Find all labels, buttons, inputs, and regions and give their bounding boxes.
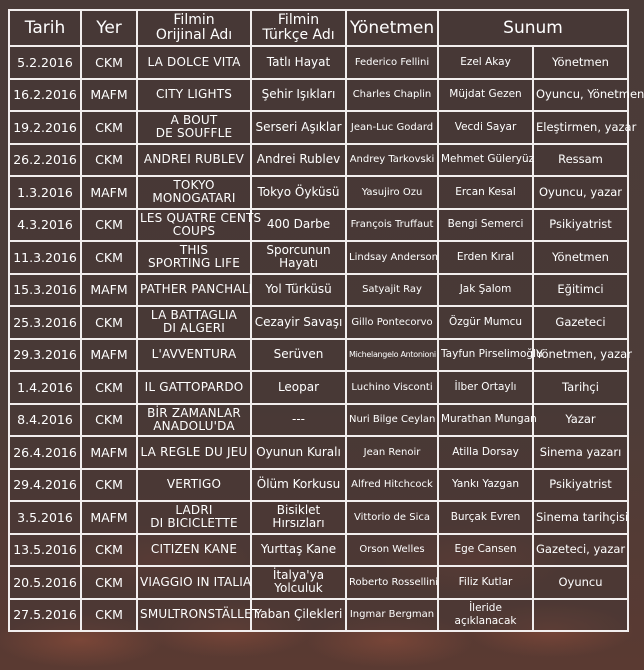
cell-yonetmen: Jean Renoir bbox=[346, 436, 438, 469]
cell-turkce-adi: Serseri Aşıklar bbox=[251, 111, 346, 144]
cell-turkce-adi: Andrei Rublev bbox=[251, 144, 346, 177]
cell-yonetmen: Ingmar Bergman bbox=[346, 599, 438, 632]
cell-sunan: Murathan Mungan bbox=[438, 404, 533, 437]
table-row bbox=[9, 436, 628, 469]
cell-turkce-adi: Yaban Çilekleri bbox=[251, 599, 346, 632]
cell-tarih: 29.3.2016 bbox=[9, 339, 81, 372]
cell-rol: Yönetmen bbox=[533, 46, 628, 79]
cell-orijinal-adi: LADRI DI BICICLETTE bbox=[137, 501, 251, 534]
cell-rol: Yazar bbox=[533, 404, 628, 437]
cell-tarih: 1.4.2016 bbox=[9, 371, 81, 404]
cell-rol: Oyuncu, yazar bbox=[533, 176, 628, 209]
cell-rol: Yönetmen, yazar bbox=[533, 339, 628, 372]
cell-yer: MAFM bbox=[81, 501, 137, 534]
cell-orijinal-adi: CITY LIGHTS bbox=[137, 79, 251, 112]
cell-turkce-adi: Serüven bbox=[251, 339, 346, 372]
cell-rol: Eğitimci bbox=[533, 274, 628, 307]
cell-rol: Yönetmen bbox=[533, 241, 628, 274]
cell-yonetmen: François Truffaut bbox=[346, 209, 438, 242]
cell-yer: CKM bbox=[81, 404, 137, 437]
cell-yer: CKM bbox=[81, 566, 137, 599]
table-row bbox=[9, 46, 628, 79]
cell-orijinal-adi: CITIZEN KANE bbox=[137, 534, 251, 567]
cell-yer: CKM bbox=[81, 599, 137, 632]
cell-yer: MAFM bbox=[81, 339, 137, 372]
header-yer: Yer bbox=[81, 10, 137, 46]
cell-yer: CKM bbox=[81, 306, 137, 339]
table-row bbox=[9, 599, 628, 632]
cell-tarih: 4.3.2016 bbox=[9, 209, 81, 242]
cell-yer: CKM bbox=[81, 534, 137, 567]
cell-yonetmen: Lindsay Anderson bbox=[346, 241, 438, 274]
cell-rol: Oyuncu bbox=[533, 566, 628, 599]
cell-sunan: Jak Şalom bbox=[438, 274, 533, 307]
cell-tarih: 29.4.2016 bbox=[9, 469, 81, 502]
cell-tarih: 8.4.2016 bbox=[9, 404, 81, 437]
table-row bbox=[9, 241, 628, 274]
cell-orijinal-adi: L'AVVENTURA bbox=[137, 339, 251, 372]
cell-yer: CKM bbox=[81, 371, 137, 404]
header-yonetmen: Yönetmen bbox=[346, 10, 438, 46]
cell-rol bbox=[533, 599, 628, 632]
cell-yer: CKM bbox=[81, 111, 137, 144]
table-row bbox=[9, 501, 628, 534]
cell-orijinal-adi: LA DOLCE VITA bbox=[137, 46, 251, 79]
cell-yonetmen: Federico Fellini bbox=[346, 46, 438, 79]
cell-sunan: İlber Ortaylı bbox=[438, 371, 533, 404]
table-row bbox=[9, 404, 628, 437]
cell-rol: Eleştirmen, yazar bbox=[533, 111, 628, 144]
cell-turkce-adi: Tatlı Hayat bbox=[251, 46, 346, 79]
cell-orijinal-adi: BİR ZAMANLAR ANADOLU'DA bbox=[137, 404, 251, 437]
cell-sunan: Yankı Yazgan bbox=[438, 469, 533, 502]
cell-turkce-adi: Oyunun Kuralı bbox=[251, 436, 346, 469]
cell-yer: MAFM bbox=[81, 274, 137, 307]
cell-orijinal-adi: VIAGGIO IN ITALIA bbox=[137, 566, 251, 599]
cell-rol: Sinema tarihçisi bbox=[533, 501, 628, 534]
cell-rol: Oyuncu, Yönetmen bbox=[533, 79, 628, 112]
cell-sunan: Müjdat Gezen bbox=[438, 79, 533, 112]
table-row bbox=[9, 469, 628, 502]
cell-sunan: Bengi Semerci bbox=[438, 209, 533, 242]
cell-rol: Tarihçi bbox=[533, 371, 628, 404]
cell-turkce-adi: Leopar bbox=[251, 371, 346, 404]
cell-orijinal-adi: LA BATTAGLIA DI ALGERI bbox=[137, 306, 251, 339]
cell-sunan: İleride açıklanacak bbox=[438, 599, 533, 632]
cell-orijinal-adi: TOKYO MONOGATARI bbox=[137, 176, 251, 209]
cell-tarih: 20.5.2016 bbox=[9, 566, 81, 599]
cell-sunan: Burçak Evren bbox=[438, 501, 533, 534]
table-row bbox=[9, 79, 628, 112]
cell-sunan: Mehmet Güleryüz bbox=[438, 144, 533, 177]
cell-tarih: 26.4.2016 bbox=[9, 436, 81, 469]
cell-orijinal-adi: IL GATTOPARDO bbox=[137, 371, 251, 404]
cell-orijinal-adi: LA REGLE DU JEU bbox=[137, 436, 251, 469]
header-tarih: Tarih bbox=[9, 10, 81, 46]
cell-yer: CKM bbox=[81, 144, 137, 177]
cell-tarih: 27.5.2016 bbox=[9, 599, 81, 632]
cell-orijinal-adi: THIS SPORTING LIFE bbox=[137, 241, 251, 274]
cell-sunan: Tayfun Pirselimoğlu bbox=[438, 339, 533, 372]
schedule-rows bbox=[9, 46, 644, 631]
table-row bbox=[9, 534, 628, 567]
cell-orijinal-adi: SMULTRONSTÄLLET bbox=[137, 599, 251, 632]
cell-tarih: 25.3.2016 bbox=[9, 306, 81, 339]
film-schedule-table bbox=[8, 9, 644, 632]
cell-orijinal-adi: PATHER PANCHALI bbox=[137, 274, 251, 307]
cell-tarih: 5.2.2016 bbox=[9, 46, 81, 79]
table-row bbox=[9, 209, 628, 242]
cell-turkce-adi: 400 Darbe bbox=[251, 209, 346, 242]
cell-yer: CKM bbox=[81, 469, 137, 502]
cell-tarih: 3.5.2016 bbox=[9, 501, 81, 534]
cell-rol: Gazeteci bbox=[533, 306, 628, 339]
cell-yer: CKM bbox=[81, 241, 137, 274]
cell-tarih: 26.2.2016 bbox=[9, 144, 81, 177]
cell-yonetmen: Andrey Tarkovski bbox=[346, 144, 438, 177]
cell-orijinal-adi: VERTIGO bbox=[137, 469, 251, 502]
cell-yer: MAFM bbox=[81, 436, 137, 469]
cell-turkce-adi: Cezayir Savaşı bbox=[251, 306, 346, 339]
cell-yonetmen: Yasujiro Ozu bbox=[346, 176, 438, 209]
cell-sunan: Filiz Kutlar bbox=[438, 566, 533, 599]
cell-tarih: 19.2.2016 bbox=[9, 111, 81, 144]
cell-tarih: 16.2.2016 bbox=[9, 79, 81, 112]
cell-sunan: Ercan Kesal bbox=[438, 176, 533, 209]
cell-tarih: 1.3.2016 bbox=[9, 176, 81, 209]
cell-orijinal-adi: A BOUT DE SOUFFLE bbox=[137, 111, 251, 144]
cell-turkce-adi: Yol Türküsü bbox=[251, 274, 346, 307]
cell-sunan: Ege Cansen bbox=[438, 534, 533, 567]
table-row bbox=[9, 566, 628, 599]
cell-rol: Gazeteci, yazar bbox=[533, 534, 628, 567]
cell-sunan: Erden Kıral bbox=[438, 241, 533, 274]
cell-turkce-adi: Bisiklet Hırsızları bbox=[251, 501, 346, 534]
cell-sunan: Atilla Dorsay bbox=[438, 436, 533, 469]
cell-yonetmen: Michelangelo Antonioni bbox=[346, 339, 438, 372]
cell-turkce-adi: Tokyo Öyküsü bbox=[251, 176, 346, 209]
cell-tarih: 13.5.2016 bbox=[9, 534, 81, 567]
cell-yonetmen: Roberto Rossellini bbox=[346, 566, 438, 599]
table-row bbox=[9, 176, 628, 209]
cell-turkce-adi: İtalya'ya Yolculuk bbox=[251, 566, 346, 599]
cell-yonetmen: Alfred Hitchcock bbox=[346, 469, 438, 502]
cell-yer: MAFM bbox=[81, 79, 137, 112]
schedule-container bbox=[8, 9, 644, 632]
cell-yonetmen: Gillo Pontecorvo bbox=[346, 306, 438, 339]
cell-rol: Psikiyatrist bbox=[533, 209, 628, 242]
table-row bbox=[9, 111, 628, 144]
cell-turkce-adi: Ölüm Korkusu bbox=[251, 469, 346, 502]
cell-yonetmen: Vittorio de Sica bbox=[346, 501, 438, 534]
table-row bbox=[9, 144, 628, 177]
cell-tarih: 11.3.2016 bbox=[9, 241, 81, 274]
cell-yonetmen: Nuri Bilge Ceylan bbox=[346, 404, 438, 437]
header-sunum: Sunum bbox=[438, 10, 628, 46]
cell-rol: Sinema yazarı bbox=[533, 436, 628, 469]
cell-sunan: Ezel Akay bbox=[438, 46, 533, 79]
cell-turkce-adi: Sporcunun Hayatı bbox=[251, 241, 346, 274]
cell-yer: CKM bbox=[81, 46, 137, 79]
header-turkce: Filmin Türkçe Adı bbox=[251, 10, 346, 46]
cell-sunan: Özgür Mumcu bbox=[438, 306, 533, 339]
cell-orijinal-adi: LES QUATRE CENTS COUPS bbox=[137, 209, 251, 242]
cell-rol: Psikiyatrist bbox=[533, 469, 628, 502]
cell-sunan: Vecdi Sayar bbox=[438, 111, 533, 144]
header-orijinal: Filmin Orijinal Adı bbox=[137, 10, 251, 46]
cell-tarih: 15.3.2016 bbox=[9, 274, 81, 307]
cell-turkce-adi: Şehir Işıkları bbox=[251, 79, 346, 112]
cell-yonetmen: Orson Welles bbox=[346, 534, 438, 567]
table-row bbox=[9, 274, 628, 307]
cell-yonetmen: Charles Chaplin bbox=[346, 79, 438, 112]
table-row bbox=[9, 339, 628, 372]
table-row bbox=[9, 306, 628, 339]
table-row bbox=[9, 371, 628, 404]
cell-yer: CKM bbox=[81, 209, 137, 242]
cell-orijinal-adi: ANDREI RUBLEV bbox=[137, 144, 251, 177]
cell-yonetmen: Satyajit Ray bbox=[346, 274, 438, 307]
cell-yonetmen: Jean-Luc Godard bbox=[346, 111, 438, 144]
cell-rol: Ressam bbox=[533, 144, 628, 177]
cell-yonetmen: Luchino Visconti bbox=[346, 371, 438, 404]
header-row bbox=[9, 10, 628, 46]
cell-turkce-adi: --- bbox=[251, 404, 346, 437]
cell-turkce-adi: Yurttaş Kane bbox=[251, 534, 346, 567]
cell-yer: MAFM bbox=[81, 176, 137, 209]
